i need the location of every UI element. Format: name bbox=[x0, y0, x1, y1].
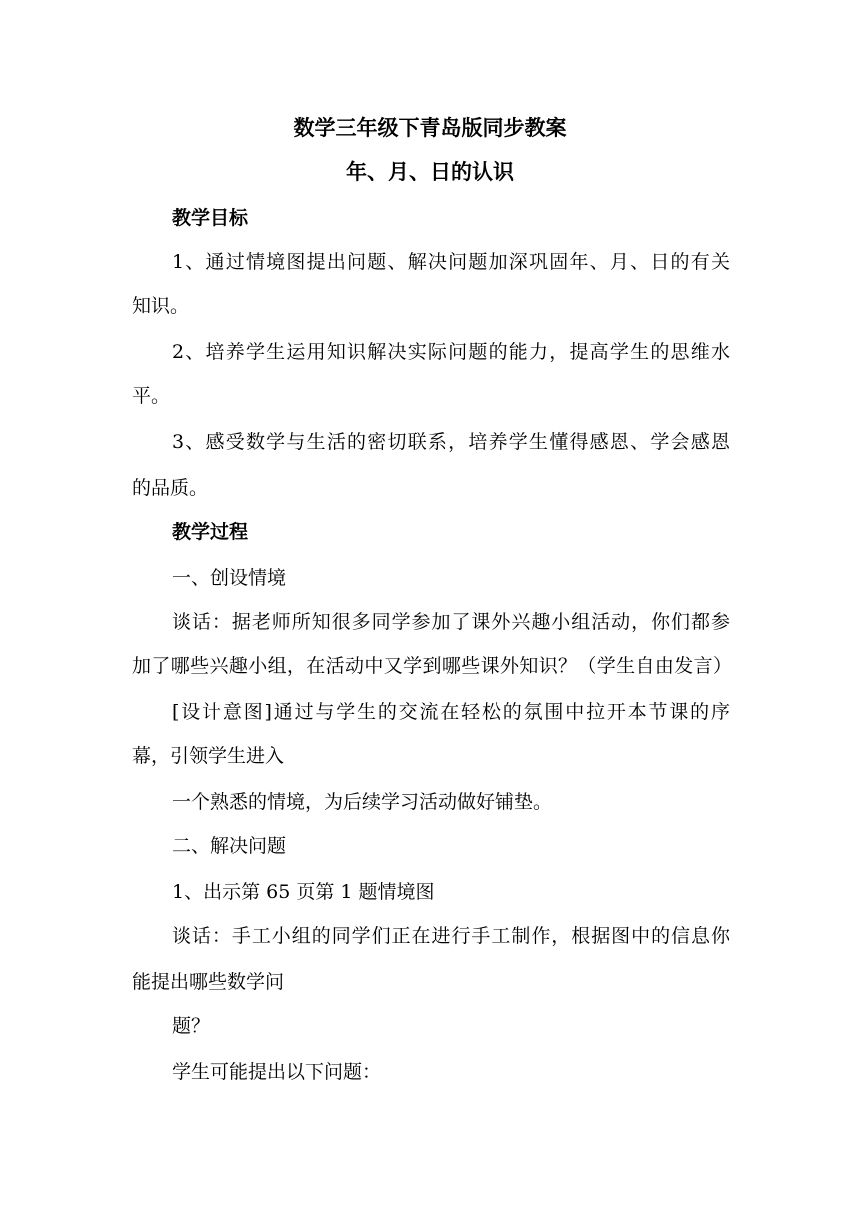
talk-2-line-2: 能提出哪些数学问 bbox=[132, 971, 285, 993]
heading-teaching-process: 教学过程 bbox=[172, 521, 249, 543]
talk-2-line-3: 题？ bbox=[172, 1015, 211, 1037]
goal-2-line-1: 2、培养学生运用知识解决实际问题的能力，提高学生的思维水 bbox=[172, 341, 730, 363]
goal-1-line-2: 知识。 bbox=[132, 295, 190, 317]
section-1-heading: 一、创设情境 bbox=[172, 567, 287, 589]
goal-1-line-1: 1、通过情境图提出问题、解决问题加深巩固年、月、日的有关 bbox=[172, 251, 730, 273]
design-intent-line-3: 一个熟悉的情境，为后续学习活动做好铺垫。 bbox=[172, 791, 553, 813]
students-questions-intro: 学生可能提出以下问题： bbox=[172, 1061, 382, 1083]
goal-3-line-1: 3、感受数学与生活的密切联系，培养学生懂得感恩、学会感恩 bbox=[172, 431, 730, 453]
design-intent-line-1: [设计意图]通过与学生的交流在轻松的氛围中拉开本节课的序 bbox=[172, 701, 730, 723]
item-1: 1、出示第 65 页第 1 题情境图 bbox=[172, 881, 435, 903]
goal-2-line-2: 平。 bbox=[132, 385, 171, 407]
talk-1-line-2: 加了哪些兴趣小组，在活动中又学到哪些课外知识？（学生自由发言） bbox=[132, 655, 732, 677]
design-intent-line-2: 幕，引领学生进入 bbox=[132, 745, 285, 767]
document-title: 数学三年级下青岛版同步教案 bbox=[293, 115, 567, 140]
heading-teaching-goals: 教学目标 bbox=[172, 207, 249, 229]
goal-3-line-2: 的品质。 bbox=[132, 477, 209, 499]
talk-1-line-1: 谈话：据老师所知很多同学参加了课外兴趣小组活动，你们都参 bbox=[172, 611, 730, 633]
document-subtitle: 年、月、日的认识 bbox=[346, 159, 514, 184]
section-2-heading: 二、解决问题 bbox=[172, 835, 287, 857]
talk-2-line-1: 谈话：手工小组的同学们正在进行手工制作，根据图中的信息你 bbox=[172, 925, 730, 947]
